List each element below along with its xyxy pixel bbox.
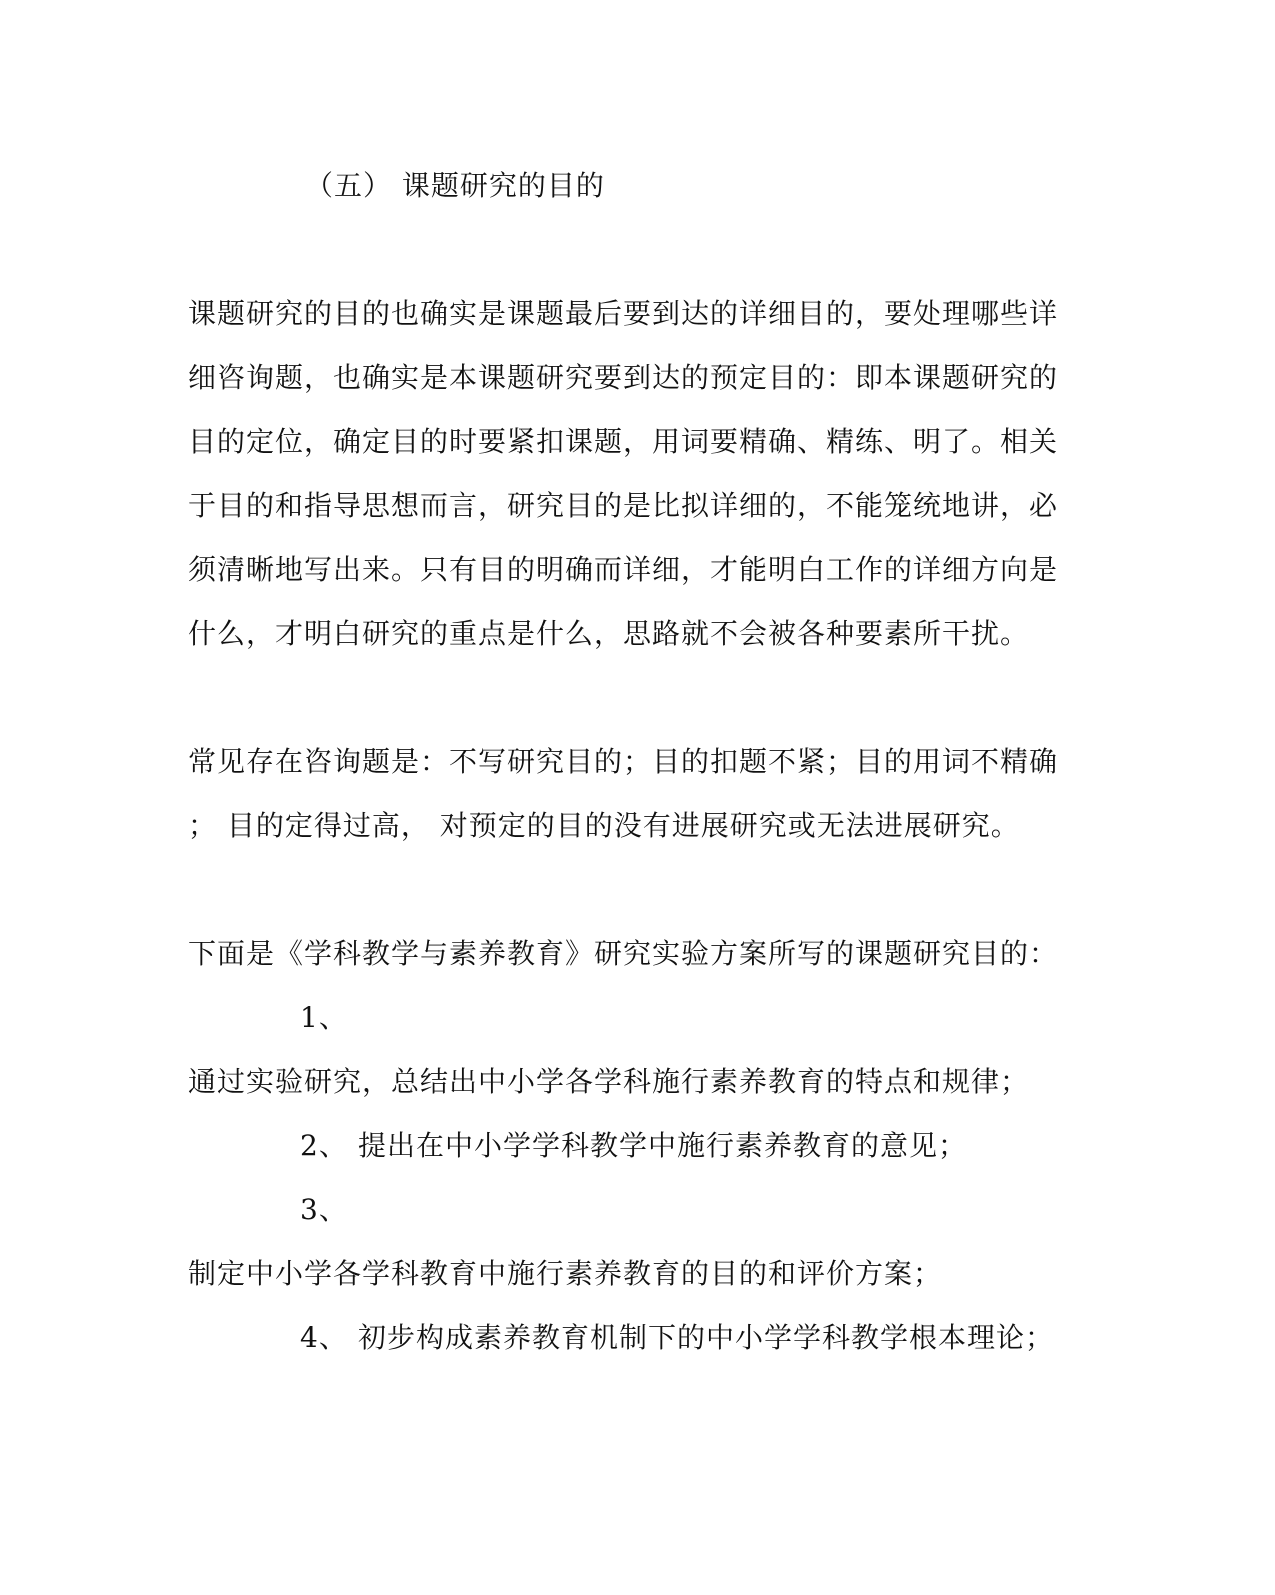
- list-item-1-number: 1、: [300, 1001, 348, 1034]
- paragraph-1-line-3: 目的定位，确定目的时要紧扣课题，用词要精确、精练、明了。相关: [188, 425, 1059, 458]
- list-item-4-number: 4、: [300, 1321, 348, 1354]
- paragraph-1-line-6: 什么，才明白研究的重点是什么，思路就不会被各种要素所干扰。: [188, 617, 1030, 650]
- section-heading: （五） 课题研究的目的: [305, 169, 605, 202]
- list-item-2-text: 提出在中小学学科教学中施行素养教育的意见；: [358, 1129, 968, 1162]
- list-item-3-number: 3、: [300, 1193, 348, 1226]
- paragraph-1-line-2: 细咨询题，也确实是本课题研究要到达的预定目的：即本课题研究的: [188, 361, 1059, 394]
- list-item-4-text: 初步构成素养教育机制下的中小学学科教学根本理论；: [358, 1321, 1055, 1354]
- paragraph-1-line-1: 课题研究的目的也确实是课题最后要到达的详细目的，要处理哪些详: [188, 297, 1059, 330]
- list-item-2-number: 2、: [300, 1129, 348, 1162]
- list-intro: 下面是《学科教学与素养教育》研究实验方案所写的课题研究目的：: [188, 937, 1059, 970]
- paragraph-2-line-2: ； 目的定得过高， 对预定的目的没有进展研究或无法进展研究。: [188, 809, 1020, 842]
- list-item-3-text: 制定中小学各学科教育中施行素养教育的目的和评价方案；: [188, 1257, 943, 1290]
- paragraph-2-line-1: 常见存在咨询题是：不写研究目的；目的扣题不紧；目的用词不精确: [188, 745, 1059, 778]
- paragraph-1-line-5: 须清晰地写出来。只有目的明确而详细，才能明白工作的详细方向是: [188, 553, 1059, 586]
- list-item-1-text: 通过实验研究，总结出中小学各学科施行素养教育的特点和规律；: [188, 1065, 1030, 1098]
- paragraph-1-line-4: 于目的和指导思想而言，研究目的是比拟详细的，不能笼统地讲，必: [188, 489, 1059, 522]
